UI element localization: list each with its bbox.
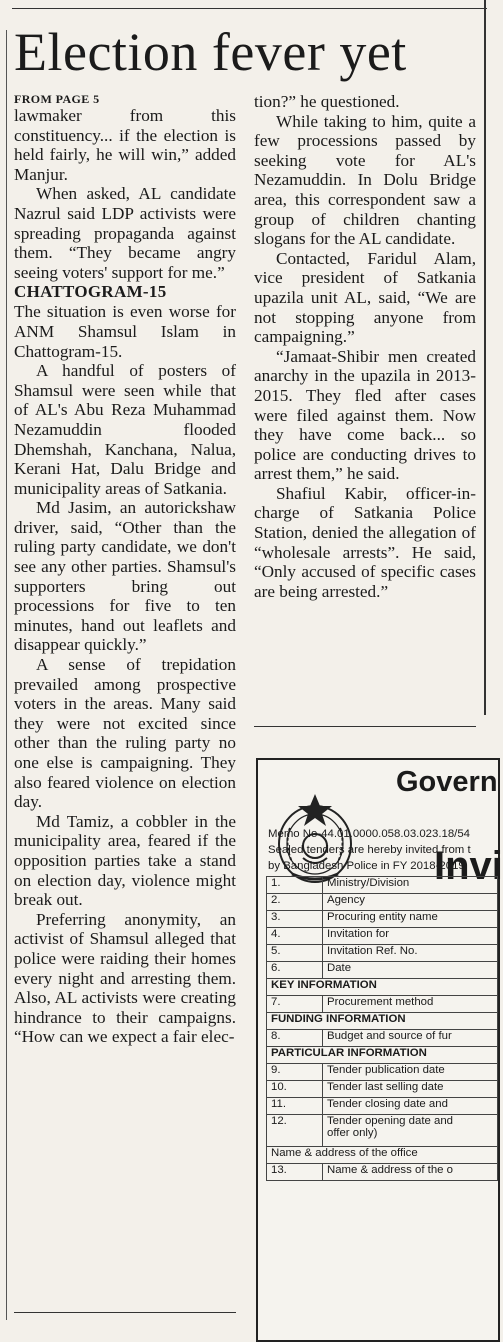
paragraph: Md Tamiz, a cobbler in the municipality area, feared if the opposition parties take a stand on election day, violence might break out. — [14, 811, 236, 910]
paragraph: Preferring anonymity, an activist of Shamsul alleged that police were raiding their homes every night and arresting them. Also, AL activists were creating hindrance to their campaigns. “How can we expect a fair elec- — [14, 909, 236, 1047]
top-rule — [12, 8, 487, 9]
row-label-cell: Ministry/Division — [322, 877, 497, 894]
table-row — [267, 996, 498, 1013]
memo-number: Memo No-44.01.0000.058.03.023.18/54 — [268, 828, 471, 840]
row-label-cell: Tender publication date — [322, 1064, 497, 1081]
table-row — [267, 877, 498, 894]
article-column-2 — [254, 92, 476, 601]
table-row — [267, 945, 498, 962]
section-header-cell: KEY INFORMATION — [267, 979, 498, 996]
row-number-cell: 12. — [267, 1115, 323, 1147]
tender-table — [266, 876, 498, 1181]
column-divider-right — [484, 0, 486, 715]
table-row — [267, 1115, 498, 1147]
ad-title-government: Govern — [396, 766, 498, 798]
subhead: CHATTOGRAM-15 — [14, 282, 167, 302]
row-number-cell: 5. — [267, 945, 323, 962]
table-cell: Name & address of the office — [267, 1147, 498, 1164]
paragraph: Shafiul Kabir, officer-in-charge of Satkania Police Station, denied the allegation of “wholesale arrests”. He said, “Only accused of specific cases are being arrested.” — [254, 483, 476, 601]
ad-title-invitation: Invi — [434, 844, 503, 888]
table-row — [267, 1047, 498, 1064]
row-label-cell: Invitation Ref. No. — [322, 945, 497, 962]
column-end-rule — [14, 1312, 236, 1313]
row-label-cell: Tender opening date and offer only) — [322, 1115, 497, 1147]
row-label-cell: Date — [322, 962, 497, 979]
table-row — [267, 1098, 498, 1115]
row-number-cell: 2. — [267, 894, 323, 911]
paragraph: Contacted, Faridul Alam, vice president of Satkania upazila unit AL, said, “We are not stopping anyone from campaigning.” — [254, 248, 476, 347]
paragraph: A sense of trepidation prevailed among prospective voters in the areas. Many said they were not excited since other than the ruling party no one else is campaigning. They also feared violence on election day. — [14, 655, 236, 812]
row-label-cell: Invitation for — [322, 928, 497, 945]
row-label-cell: Name & address of the o — [322, 1164, 497, 1181]
row-number-cell: 13. — [267, 1164, 323, 1181]
table-row — [267, 979, 498, 996]
ad-intro-line: Sealed tenders are hereby invited from t — [268, 844, 471, 856]
paragraph: The situation is even worse for ANM Shamsul Islam in Chattogram-15. — [14, 302, 236, 361]
row-label-cell: Budget and source of fur — [322, 1030, 497, 1047]
paragraph: A handful of posters of Shamsul were seen while that of AL's Abu Reza Muhammad Nezamuddin flooded Dhemshah, Kanchana, Nalua, Kerani Hat, Dalu Bridge and municipality areas of Satkania. — [14, 361, 236, 498]
paragraph: lawmaker from this constituency... if the election is held fairly, he will win,” added Manjur. — [14, 106, 236, 184]
table-row — [267, 911, 498, 928]
paragraph: When asked, AL candidate Nazrul said LDP activists were spreading propaganda against them. “They became angry seeing voters' support for me.” — [14, 184, 236, 282]
row-number-cell: 1. — [267, 877, 323, 894]
paragraph: tion?” he questioned. — [254, 92, 400, 111]
article-column-1 — [14, 92, 236, 1047]
table-row — [267, 1147, 498, 1164]
row-label-cell: Tender closing date and — [322, 1098, 497, 1115]
row-number-cell: 7. — [267, 996, 323, 1013]
row-label-cell: Tender last selling date — [322, 1081, 497, 1098]
row-number-cell: 4. — [267, 928, 323, 945]
table-row — [267, 1164, 498, 1181]
row-number-cell: 11. — [267, 1098, 323, 1115]
row-number-cell: 10. — [267, 1081, 323, 1098]
paragraph: While taking to him, quite a few processions passed by seeking vote for AL's Nezamuddin. In Dolu Bridge area, this correspondent saw a group of children chanting slogans for the AL candidate. — [254, 111, 476, 249]
table-row — [267, 1081, 498, 1098]
row-label-cell: Agency — [322, 894, 497, 911]
row-number-cell: 3. — [267, 911, 323, 928]
row-label-cell: Procuring entity name — [322, 911, 497, 928]
section-header-cell: PARTICULAR INFORMATION — [267, 1047, 498, 1064]
column-end-rule — [254, 726, 476, 727]
headline: Election fever yet — [14, 22, 407, 82]
paragraph: “Jamaat-Shibir men created anarchy in the upazila in 2013-2015. They fled after cases were filed against them. Now they have come back... so police are conducting drives to arrest them,” he said. — [254, 346, 476, 484]
table-row — [267, 928, 498, 945]
tender-advertisement — [256, 758, 503, 1342]
row-number-cell: 9. — [267, 1064, 323, 1081]
row-number-cell: 6. — [267, 962, 323, 979]
table-row — [267, 962, 498, 979]
row-number-cell: 8. — [267, 1030, 323, 1047]
table-row — [267, 1064, 498, 1081]
column-divider-left — [6, 30, 7, 1320]
table-row — [267, 1013, 498, 1030]
table-row — [267, 1030, 498, 1047]
ad-intro-line: by Bangladesh Police in FY 2018-2019. — [268, 860, 468, 872]
row-label-cell: Procurement method — [322, 996, 497, 1013]
section-header-cell: FUNDING INFORMATION — [267, 1013, 498, 1030]
paragraph: Md Jasim, an autorickshaw driver, said, “Other than the ruling party candidate, we don't see any other parties. Shamsul's supporters bring out processions for five to ten minutes, hand out leaflets and disappear quickly.” — [14, 498, 236, 655]
kicker: FROM PAGE 5 — [14, 92, 100, 106]
table-row — [267, 894, 498, 911]
